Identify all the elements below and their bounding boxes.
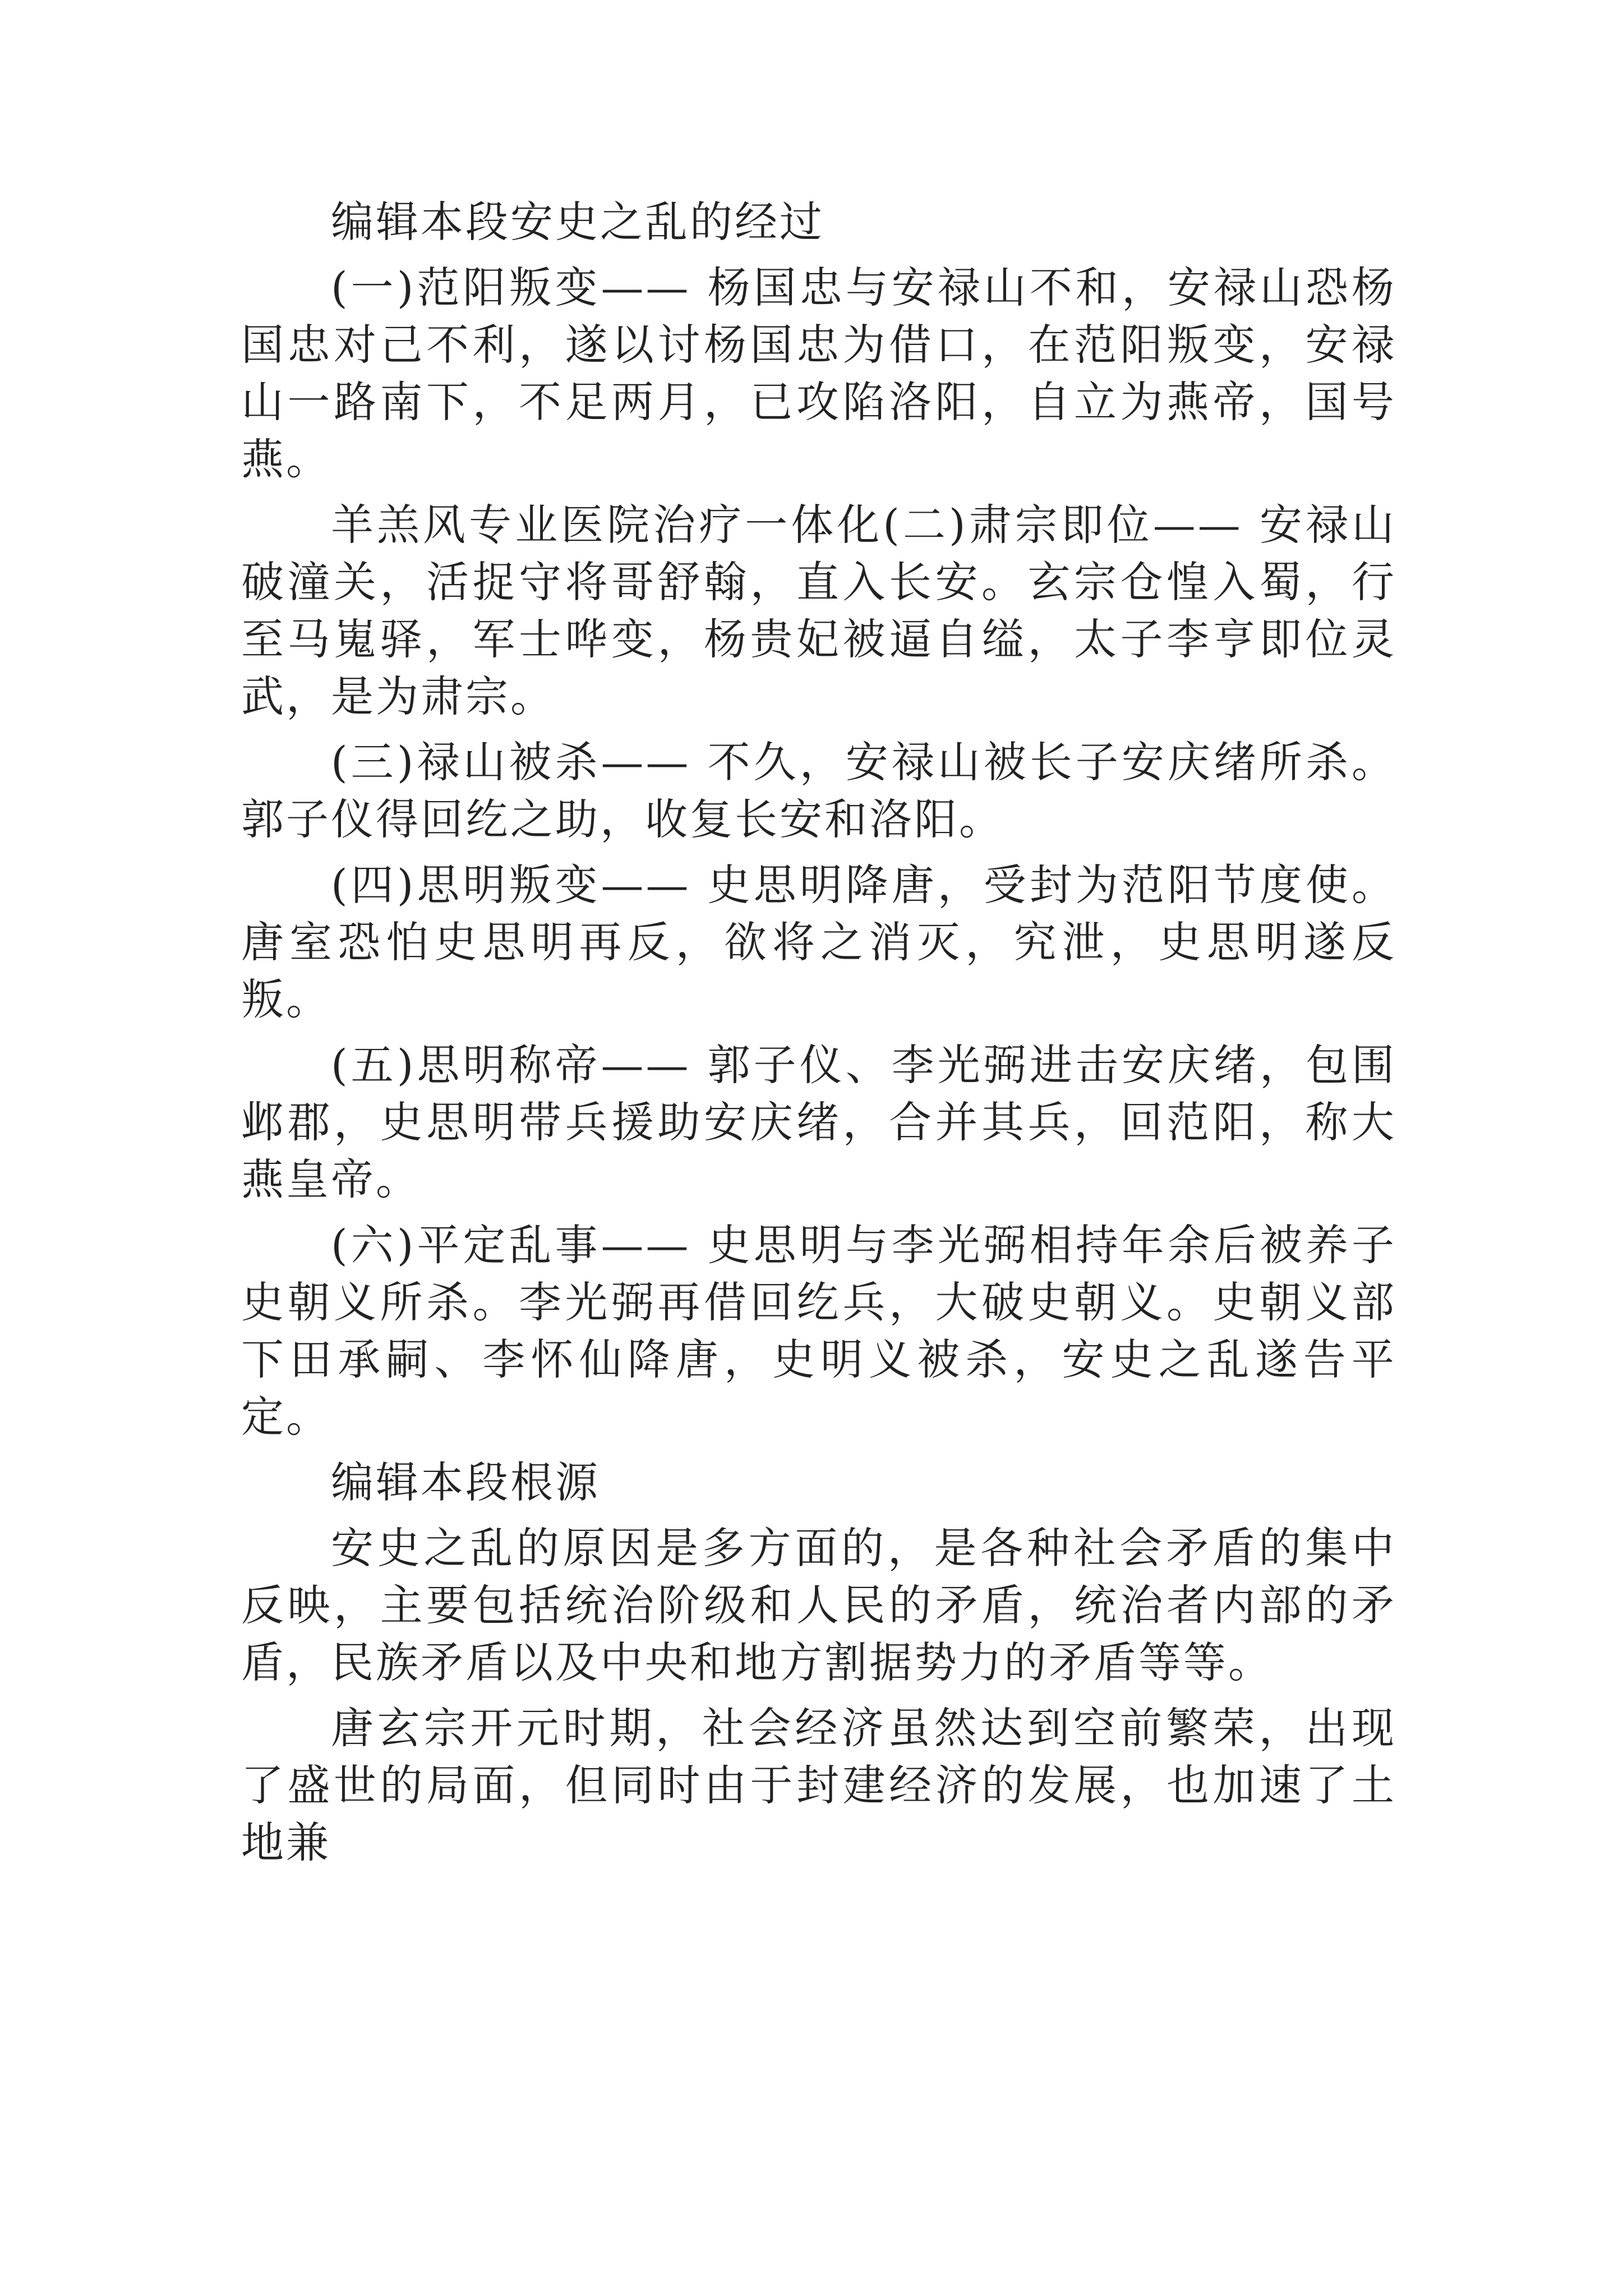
- event-paragraph-siming-emperor: (五)思明称帝—— 郭子仪、李光弼进击安庆绪，包围邺郡，史思明带兵援助安庆绪，合并其兵，回范阳，称大燕皇帝。: [241, 1040, 1396, 1204]
- section-heading-process: 编辑本段安史之乱的经过: [331, 197, 824, 247]
- event-paragraph-lushan-killed: (三)禄山被杀—— 不久，安禄山被长子安庆绪所杀。郭子仪得回纥之助，收复长安和洛阳。: [241, 737, 1396, 844]
- event-paragraph-siming-revolt: (四)思明叛变—— 史思明降唐，受封为范阳节度使。唐室恐怕史思明再反，欲将之消灭，究泄，史思明遂反叛。: [241, 860, 1396, 1024]
- cause-paragraph-summary: 安史之乱的原因是多方面的，是各种社会矛盾的集中反映，主要包括统治阶级和人民的矛盾，统治者内部的矛盾，民族矛盾以及中央和地方割据势力的矛盾等等。: [241, 1523, 1396, 1687]
- event-paragraph-pacification: (六)平定乱事—— 史思明与李光弼相持年余后被养子史朝义所杀。李光弼再借回纥兵，大破史朝义。史朝义部下田承嗣、李怀仙降唐，史明义被杀，安史之乱遂告平定。: [241, 1220, 1396, 1442]
- section-heading-roots: 编辑本段根源: [331, 1457, 600, 1507]
- cause-paragraph-kaiyuan: 唐玄宗开元时期，社会经济虽然达到空前繁荣，出现了盛世的局面，但同时由于封建经济的发展，也加速了土地兼: [241, 1703, 1396, 1867]
- document-body: [241, 194, 1396, 1880]
- event-paragraph-suzong-accession: 羊羔风专业医院治疗一体化(二)肃宗即位—— 安禄山破潼关，活捉守将哥舒翰，直入长安。玄宗仓惶入蜀，行至马嵬驿，军士哗变，杨贵妃被逼自缢，太子李亨即位灵武，是为肃宗。: [241, 500, 1396, 721]
- event-paragraph-fanyang-revolt: (一)范阳叛变—— 杨国忠与安禄山不和，安禄山恐杨国忠对己不利，遂以讨杨国忠为借口，在范阳叛变，安禄山一路南下，不足两月，已攻陷洛阳，自立为燕帝，国号燕。: [241, 263, 1396, 484]
